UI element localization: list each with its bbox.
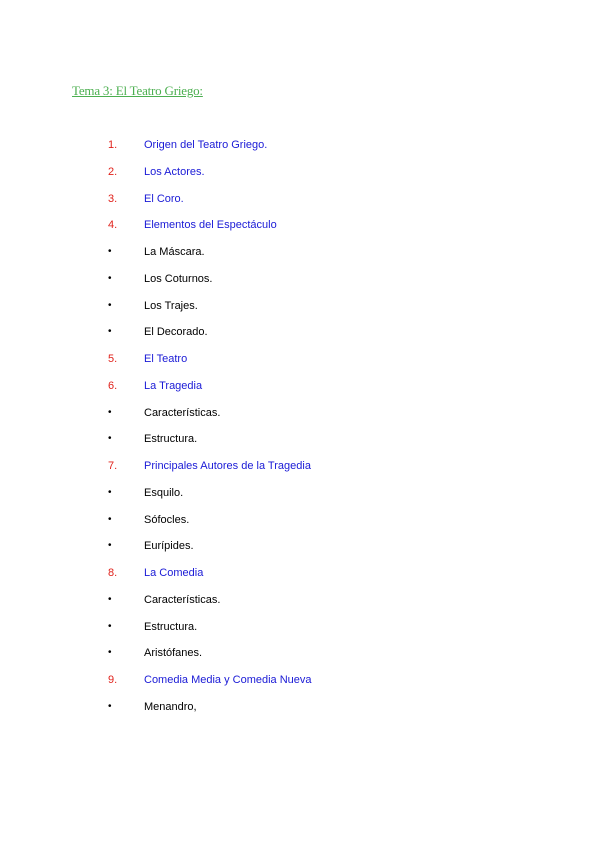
item-text: Estructura. bbox=[144, 620, 198, 633]
item-text: Aristófanes. bbox=[144, 647, 203, 660]
outline-subitem bbox=[0, 403, 600, 430]
bullet-icon: • bbox=[108, 647, 112, 659]
bullet-icon: • bbox=[108, 700, 112, 712]
item-text: Principales Autores de la Tragedia bbox=[144, 460, 311, 472]
item-text: El Decorado. bbox=[144, 326, 208, 339]
item-number: 7. bbox=[108, 460, 118, 472]
outline-section-item bbox=[0, 135, 600, 162]
outline-section-item bbox=[0, 189, 600, 216]
outline-subitem bbox=[0, 429, 600, 456]
bullet-icon: • bbox=[108, 299, 112, 311]
item-text: Eurípides. bbox=[144, 540, 194, 553]
item-number: 6. bbox=[108, 379, 118, 392]
outline-subitem bbox=[0, 242, 600, 269]
item-number: 2. bbox=[108, 165, 118, 178]
bullet-icon: • bbox=[108, 540, 112, 552]
item-text: Los Trajes. bbox=[144, 299, 198, 312]
item-number: 4. bbox=[108, 219, 118, 232]
outline-subitem bbox=[0, 617, 600, 644]
bullet-icon: • bbox=[108, 406, 112, 418]
outline-subitem bbox=[0, 536, 600, 563]
item-number: 5. bbox=[108, 353, 118, 365]
item-text: Elementos del Espectáculo bbox=[144, 219, 277, 232]
item-number: 8. bbox=[108, 567, 118, 579]
outline-subitem bbox=[0, 269, 600, 296]
item-text: El Coro. bbox=[144, 192, 184, 205]
bullet-icon: • bbox=[108, 620, 112, 632]
outline-section-item bbox=[0, 563, 600, 590]
outline-section-item bbox=[0, 670, 600, 697]
outline-subitem bbox=[0, 296, 600, 323]
outline-section-item bbox=[0, 456, 600, 483]
outline-section-item bbox=[0, 215, 600, 242]
item-text: Esquilo. bbox=[144, 486, 184, 499]
outline-section-item bbox=[0, 349, 600, 376]
outline-subitem bbox=[0, 697, 600, 724]
item-text: Sófocles. bbox=[144, 513, 190, 526]
outline-subitem bbox=[0, 510, 600, 537]
outline-subitem bbox=[0, 483, 600, 510]
outline-subitem bbox=[0, 590, 600, 617]
topic-outline bbox=[0, 135, 600, 724]
outline-section-item bbox=[0, 162, 600, 189]
outline-subitem bbox=[0, 322, 600, 349]
document-title: Tema 3: El Teatro Griego: bbox=[72, 83, 203, 98]
outline-section-item bbox=[0, 376, 600, 403]
item-number: 3. bbox=[108, 192, 118, 205]
item-text: Estructura. bbox=[144, 433, 198, 446]
bullet-icon: • bbox=[108, 246, 112, 257]
item-text: Menandro, bbox=[144, 700, 197, 713]
item-number: 1. bbox=[108, 139, 118, 151]
bullet-icon: • bbox=[108, 433, 112, 445]
bullet-icon: • bbox=[108, 593, 112, 605]
item-text: Los Coturnos. bbox=[144, 272, 213, 285]
item-text: La Tragedia bbox=[144, 379, 203, 392]
item-text: La Comedia bbox=[144, 567, 204, 579]
item-number: 9. bbox=[108, 674, 118, 686]
item-text: El Teatro bbox=[144, 353, 188, 365]
item-text: Características. bbox=[144, 593, 221, 606]
item-text: Comedia Media y Comedia Nueva bbox=[144, 674, 312, 686]
item-text: Los Actores. bbox=[144, 165, 205, 178]
bullet-icon: • bbox=[108, 272, 112, 284]
bullet-icon: • bbox=[108, 326, 112, 338]
item-text: Características. bbox=[144, 406, 221, 419]
item-text: Origen del Teatro Griego. bbox=[144, 139, 268, 151]
outline-subitem bbox=[0, 643, 600, 670]
bullet-icon: • bbox=[108, 486, 112, 498]
bullet-icon: • bbox=[108, 513, 112, 525]
item-text: La Máscara. bbox=[144, 246, 205, 258]
